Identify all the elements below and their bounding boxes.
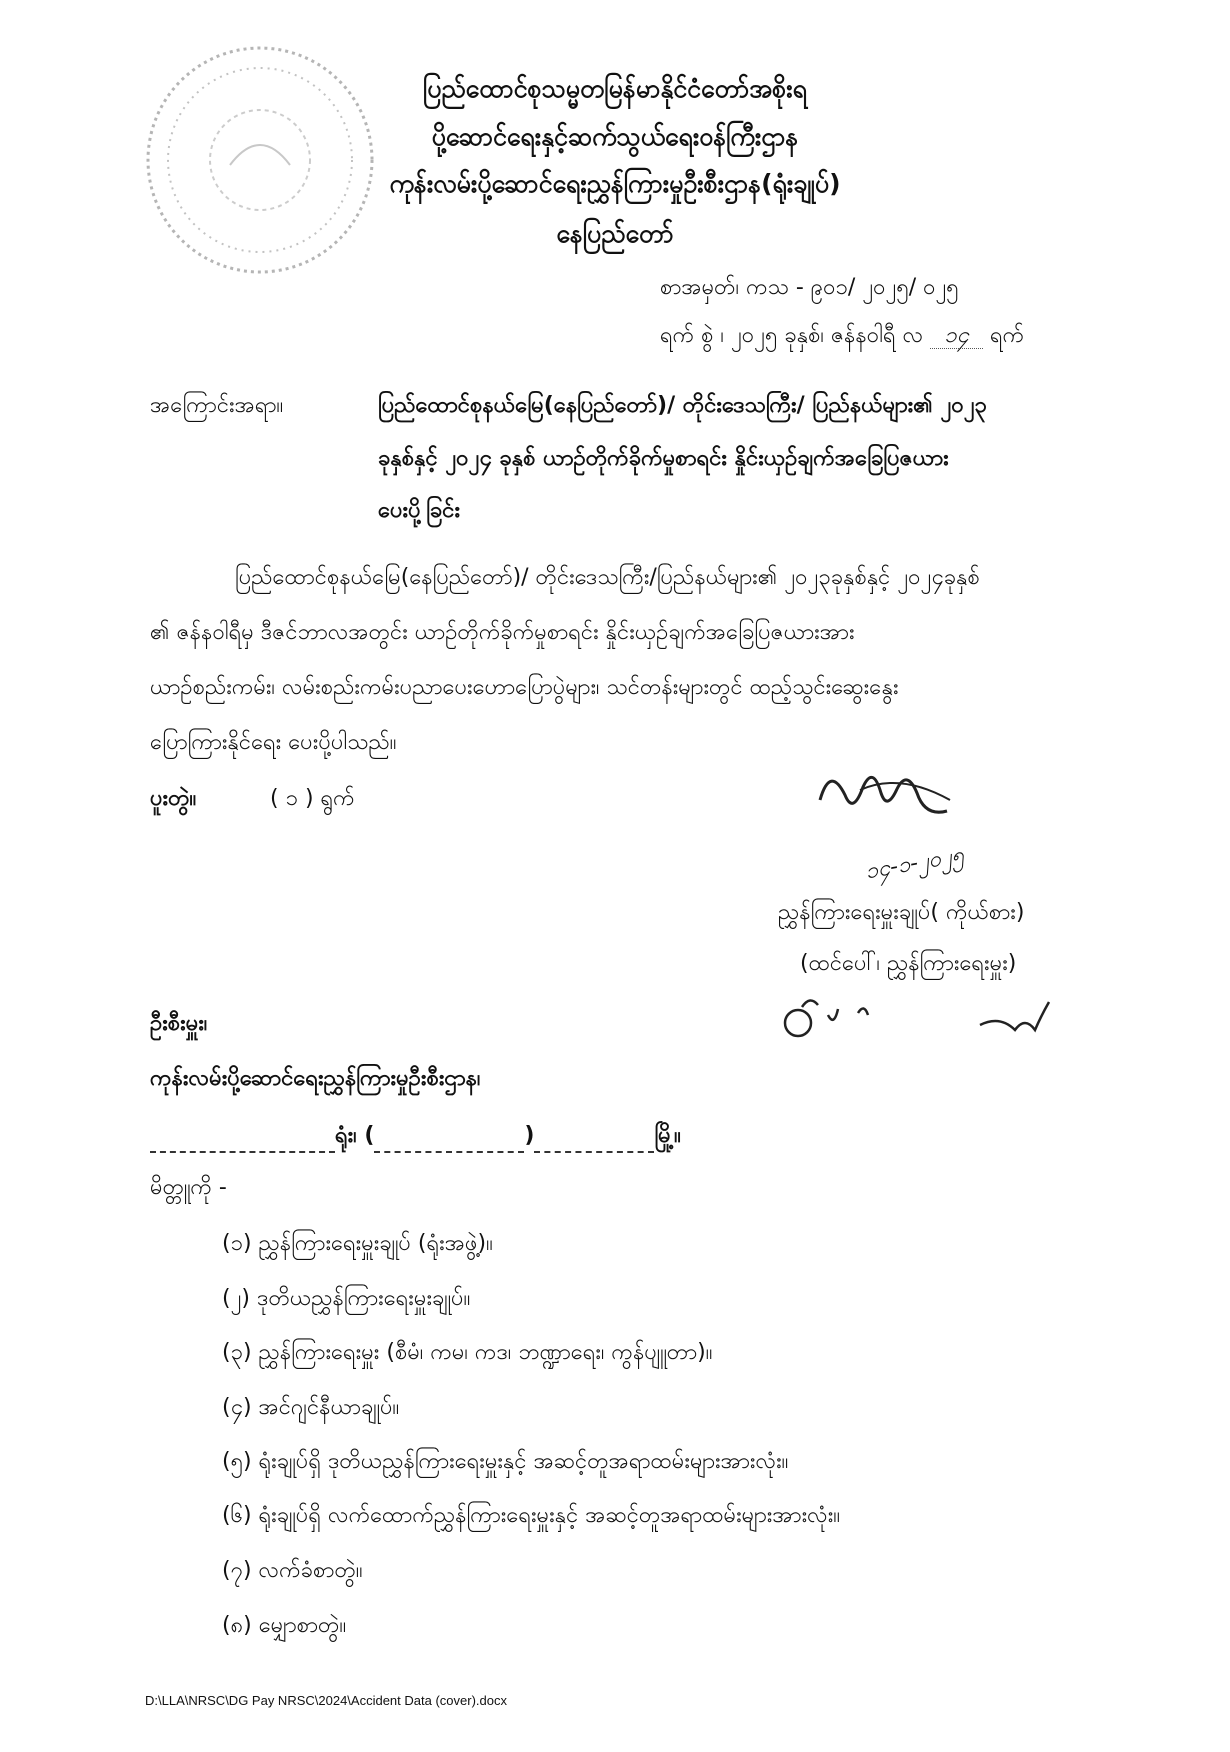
recipient-department: ကုန်းလမ်းပို့ဆောင်ရေးညွှန်ကြားမှုဦးစီးဌာန၊: [150, 1066, 481, 1091]
date-prefix: ရက် စွဲ ၊ ၂၀၂၅ ခုနှစ်၊ ဇန်နဝါရီ လ: [660, 323, 924, 348]
office-blank: [150, 1150, 335, 1153]
body-line-1: ပြည်ထောင်စုနယ်မြေ(နေပြည်တော်)/ တိုင်းဒေသကြီး/ပြည်နယ်များ၏ ၂၀၂၃ခုနှစ်နှင့် ၂၀၂၄ခုနှစ်: [235, 565, 980, 590]
letter-number: စာအမှတ်၊ ကသ - ၉၀၁/ ၂၀၂၅/ ၀၂၅: [660, 275, 959, 300]
date-day-handwritten: ၁၄: [930, 323, 983, 349]
office-close: ): [524, 1123, 535, 1148]
office-label: ရုံး၊ (: [335, 1123, 375, 1148]
header-department: ကုန်းလမ်းပို့ဆောင်ရေးညွှန်ကြားမှုဦးစီးဌာန(ရုံးချုပ်): [389, 169, 841, 198]
footer-file-path: D:\LLA\NRSC\DG Pay NRSC\2024\Accident Data (cover).docx: [145, 1693, 507, 1708]
copy-to-item: (၆) ရုံးချုပ်ရှိ လက်ထောက်ညွှန်ကြားရေးမှူးနှင့် အဆင့်တူအရာထမ်းများအားလုံး။: [222, 1503, 841, 1528]
signature-title: ညွှန်ကြားရေးမှူးချုပ်( ကိုယ်စား): [778, 900, 1025, 925]
copy-to-label: မိတ္တူကို -: [150, 1175, 227, 1200]
body-line-3: ယာဉ်စည်းကမ်း၊ လမ်းစည်းကမ်းပညာပေးဟောပြောပွဲများ၊ သင်တန်းများတွင် ထည့်သွင်းဆွေးနွေး: [150, 675, 899, 700]
recipient-address: [150, 1120, 681, 1153]
copy-to-item: (၃) ညွှန်ကြားရေးမှူး (စီမံ၊ ကမ၊ ကဒ၊ ဘဏ္ဍာရေး၊ ကွန်ပျူတာ)။: [222, 1340, 713, 1365]
subject-line-3: ပေးပို့ခြင်း: [378, 498, 461, 523]
copy-to-item: (၁) ညွှန်ကြားရေးမှူးချုပ် (ရုံးအဖွဲ့)။: [222, 1231, 493, 1256]
city-blank: [534, 1150, 654, 1153]
body-line-2: ၏ ဇန်နဝါရီမှ ဒီဇင်ဘာလအတွင်း ယာဉ်တိုက်ခိုက်မှုစာရင်း နှိုင်းယှဉ်ချက်အခြေပြဇယားအား: [150, 620, 855, 645]
office-paren-blank: [374, 1150, 524, 1153]
header-city: နေပြည်တော်: [556, 219, 674, 248]
header-government: ပြည်ထောင်စုသမ္မတမြန်မာနိုင်ငံတော်အစိုးရ: [423, 74, 807, 103]
copy-to-item: (၅) ရုံးချုပ်ရှိ ဒုတိယညွှန်ကြားရေးမှူးနှင့် အဆင့်တူအရာထမ်းများအားလုံး။: [222, 1449, 789, 1474]
recipient-title: ဦးစီးမှူး၊: [150, 1011, 208, 1036]
signature-subtitle: (ထင်ပေါ်၊ ညွှန်ကြားရေးမှူး): [800, 951, 1017, 976]
copy-to-item: (၂) ဒုတိယညွှန်ကြားရေးမှူးချုပ်။: [222, 1286, 471, 1311]
copy-to-item: (၄) အင်ဂျင်နီယာချုပ်။: [222, 1395, 400, 1420]
header-ministry: ပို့ဆောင်ရေးနှင့်ဆက်သွယ်ရေးဝန်ကြီးဌာန: [431, 122, 799, 151]
city-label: မြို့။: [654, 1123, 681, 1148]
body-line-4: ပြောကြားနိုင်ရေး ပေးပို့ပါသည်။: [150, 730, 397, 755]
handwritten-initials: [780, 985, 1070, 1055]
copy-to-item: (၈) မျှောစာတွဲ။: [222, 1613, 347, 1638]
date-suffix: ရက်: [989, 323, 1025, 348]
attachment-value: ( ၁ ) ရွက်: [270, 786, 355, 811]
attachment-label: ပူးတွဲ။: [150, 786, 197, 811]
subject-line-2: ခုနှစ်နှင့် ၂၀၂၄ ခုနှစ် ယာဉ်တိုက်ခိုက်မှုစာရင်း နှိုင်းယှဉ်ချက်အခြေပြဇယား: [378, 446, 949, 471]
letter-date: [660, 320, 1024, 353]
signature-date-handwritten: ၁၄-၁-၂၀၂၅: [863, 842, 966, 885]
subject-line-1: ပြည်ထောင်စုနယ်မြေ(နေပြည်တော်)/ တိုင်းဒေသကြီး/ ပြည်နယ်များ၏ ၂၀၂၃: [378, 393, 987, 418]
subject-label: အကြောင်းအရာ။: [150, 393, 284, 418]
copy-to-item: (၇) လက်ခံစာတွဲ။: [222, 1558, 363, 1583]
